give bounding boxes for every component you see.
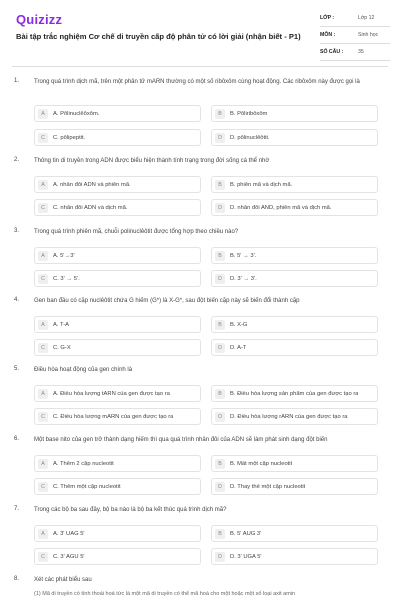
option-c[interactable]	[34, 548, 201, 565]
option-text: C. 3' AGU 5'	[53, 553, 85, 560]
option-letter-d: D	[215, 343, 225, 353]
question-number: 1.	[14, 78, 20, 84]
option-letter-d: D	[215, 203, 225, 213]
option-b[interactable]	[211, 105, 378, 122]
option-a[interactable]	[34, 316, 201, 333]
meta-row-count	[320, 44, 390, 61]
meta-row-class	[320, 10, 390, 27]
question-number: 3.	[14, 228, 20, 234]
option-text: B. Mất một cặp nucleotit	[230, 460, 293, 467]
option-text: B. 5' → 3'.	[230, 252, 257, 259]
meta-label-count: SỐ CÂU :	[320, 49, 344, 55]
option-letter-a: A	[38, 459, 48, 469]
option-c[interactable]	[34, 408, 201, 425]
option-letter-c: C	[38, 482, 48, 492]
option-text: C. nhân đôi ADN và dịch mã.	[53, 204, 128, 211]
option-text: A. Pôlinuclêôxôm.	[53, 110, 100, 117]
option-a[interactable]	[34, 455, 201, 472]
option-text: A. Thêm 2 cặp nucleotit	[53, 460, 114, 467]
header-divider	[12, 66, 388, 67]
option-text: D. A-T	[230, 344, 247, 351]
option-a[interactable]	[34, 105, 201, 122]
question-text: Xét các phát biểu sau	[34, 577, 92, 583]
question-text: Trong quá trình phiên mã, chuỗi polinuclêôtit được tổng hợp theo chiều nào?	[34, 229, 239, 235]
question-text: Điều hòa hoạt động của gen chính là	[34, 367, 133, 373]
option-c[interactable]	[34, 129, 201, 146]
option-text: B. Điều hòa lượng sản phẩm của gen được tạo ra	[230, 390, 359, 397]
question-text: Thông tin di truyền trong ADN được biểu hiện thành tính trạng trong đời sống cá thể nhờ	[34, 158, 270, 164]
meta-value-count: 35	[358, 49, 364, 55]
option-b[interactable]	[211, 525, 378, 542]
option-a[interactable]	[34, 525, 201, 542]
option-letter-a: A	[38, 529, 48, 539]
meta-value-class: Lớp 12	[358, 15, 375, 21]
option-letter-c: C	[38, 412, 48, 422]
option-d[interactable]	[211, 408, 378, 425]
option-a[interactable]	[34, 385, 201, 402]
option-letter-d: D	[215, 482, 225, 492]
option-letter-b: B	[215, 320, 225, 330]
option-c[interactable]	[34, 199, 201, 216]
option-letter-a: A	[38, 180, 48, 190]
option-c[interactable]	[34, 478, 201, 495]
option-text: D. 3' → 3'.	[230, 275, 257, 282]
option-letter-b: B	[215, 180, 225, 190]
option-letter-c: C	[38, 552, 48, 562]
question-number: 6.	[14, 436, 20, 442]
page-title: Bài tập trắc nghiệm Cơ chế di truyền cấp độ phân tử có lời giải (nhận biết - P1)	[16, 32, 301, 41]
option-letter-d: D	[215, 274, 225, 284]
option-text: D. 3' UGA 5'	[230, 553, 262, 560]
option-text: B. 5' AUG 3'	[230, 530, 262, 537]
option-text: A. 3' UAG 5'	[53, 530, 85, 537]
option-text: C. Thêm một cặp nucleotit	[53, 483, 121, 490]
option-text: D. Điều hòa lượng rARN của gen được tạo ra	[230, 413, 348, 420]
meta-label-subject: MÔN :	[320, 32, 336, 38]
option-b[interactable]	[211, 385, 378, 402]
option-c[interactable]	[34, 270, 201, 287]
option-text: D. Thay thế một cặp nucleotit	[230, 483, 306, 490]
question-text: Trong các bộ ba sau đây, bộ ba nào là bộ ba kết thúc quá trình dịch mã?	[34, 507, 227, 513]
option-a[interactable]	[34, 176, 201, 193]
option-letter-b: B	[215, 529, 225, 539]
option-letter-b: B	[215, 109, 225, 119]
option-text: C. 3' → 5'.	[53, 275, 80, 282]
option-d[interactable]	[211, 270, 378, 287]
question-number: 7.	[14, 506, 20, 512]
option-letter-d: D	[215, 133, 225, 143]
question-subtext: (1) Mã di truyền có tính thoái hoá tức là một mã di truyền có thể mã hoá cho một hoặc một số loại axit amin	[34, 591, 296, 597]
option-letter-c: C	[38, 274, 48, 284]
option-text: D. nhân đôi AND, phiên mã và dịch mã.	[230, 204, 332, 211]
quizizz-logo: Quizizz	[16, 12, 63, 27]
option-b[interactable]	[211, 247, 378, 264]
meta-value-subject: Sinh học	[358, 32, 379, 38]
option-letter-a: A	[38, 320, 48, 330]
option-d[interactable]	[211, 339, 378, 356]
option-letter-a: A	[38, 109, 48, 119]
question-text: Gen ban đầu có cặp nuclêôtit chứa G hiếm (G*) là X-G*, sau đột biến cặp này sẽ biến đổi thành cặp	[34, 298, 300, 304]
meta-row-subject	[320, 27, 390, 44]
option-letter-c: C	[38, 133, 48, 143]
option-b[interactable]	[211, 316, 378, 333]
option-c[interactable]	[34, 339, 201, 356]
option-letter-d: D	[215, 412, 225, 422]
option-text: A. Điều hòa lượng tARN của gen được tạo ra	[53, 390, 170, 397]
option-letter-b: B	[215, 251, 225, 261]
option-d[interactable]	[211, 129, 378, 146]
question-number: 8.	[14, 576, 20, 582]
option-text: A. nhân đôi ADN và phiên mã.	[53, 181, 131, 188]
meta-box	[320, 10, 390, 61]
option-text: B. Pôliribôxôm	[230, 110, 268, 117]
option-text: B. phiên mã và dịch mã.	[230, 181, 293, 188]
option-d[interactable]	[211, 548, 378, 565]
option-a[interactable]	[34, 247, 201, 264]
option-text: B. X-G	[230, 321, 248, 328]
option-text: C. Điều hòa lượng mARN của gen được tạo ra	[53, 413, 174, 420]
question-text: Trong quá trình dịch mã, trên một phân tử mARN thường có một số ribôxôm cùng hoạt động. Các ribôxôm này được gọi là	[34, 79, 360, 85]
option-text: A. 5'→3'	[53, 252, 75, 259]
option-d[interactable]	[211, 199, 378, 216]
question-number: 2.	[14, 157, 20, 163]
option-text: C. G-X	[53, 344, 71, 351]
option-letter-a: A	[38, 251, 48, 261]
question-number: 5.	[14, 366, 20, 372]
option-b[interactable]	[211, 176, 378, 193]
option-letter-b: B	[215, 459, 225, 469]
question-text: Một base nito của gen trở thành dạng hiếm thì qua quá trình nhân đôi của ADN sẽ làm phát sinh dạng đột biến	[34, 437, 328, 443]
option-letter-b: B	[215, 389, 225, 399]
option-letter-c: C	[38, 203, 48, 213]
option-text: A. T-A	[53, 321, 70, 328]
option-letter-d: D	[215, 552, 225, 562]
option-d[interactable]	[211, 478, 378, 495]
header	[0, 0, 400, 70]
option-b[interactable]	[211, 455, 378, 472]
question-number: 4.	[14, 297, 20, 303]
meta-label-class: LỚP :	[320, 15, 335, 21]
option-text: D. pôlinuclêôtit.	[230, 134, 270, 141]
option-text: C. pôlipeptit.	[53, 134, 86, 141]
option-letter-a: A	[38, 389, 48, 399]
option-letter-c: C	[38, 343, 48, 353]
